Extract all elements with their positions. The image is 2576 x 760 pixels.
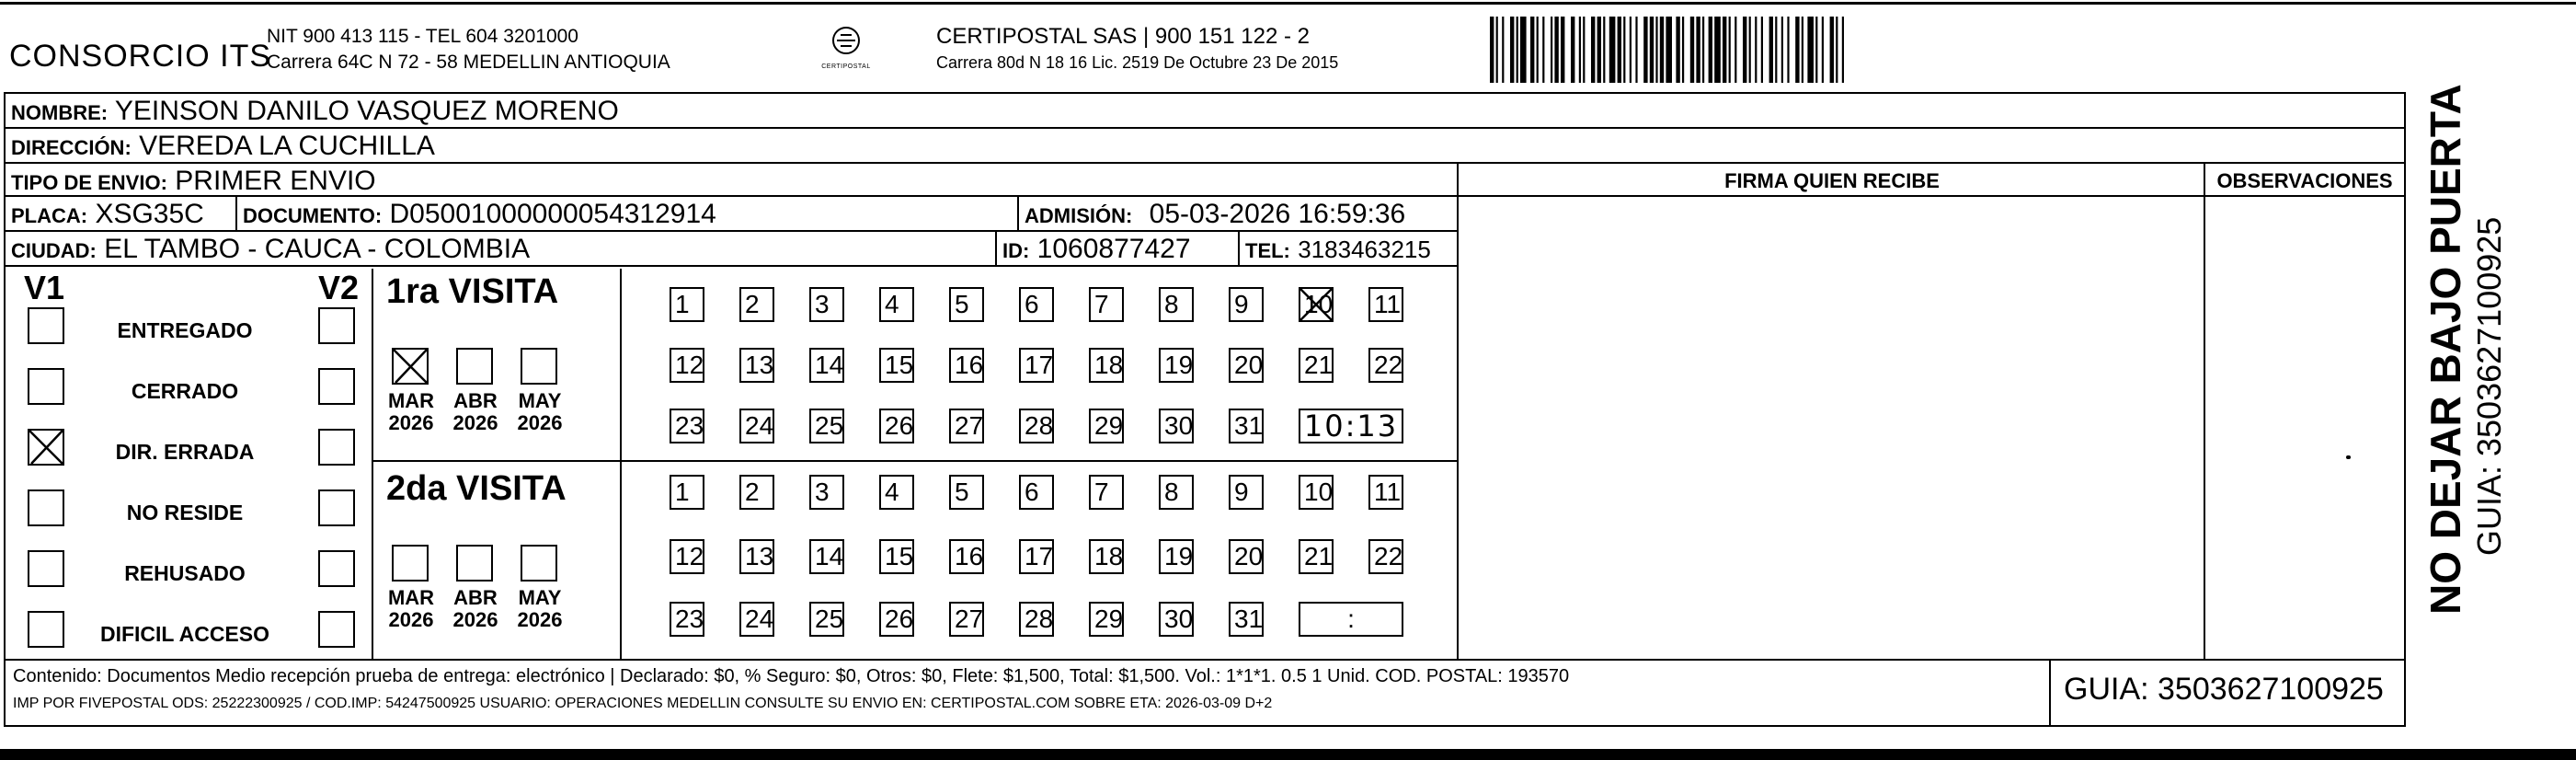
day-box[interactable]: 30	[1159, 409, 1194, 443]
day-box[interactable]: 12	[670, 539, 704, 574]
day-box[interactable]: 15	[879, 539, 914, 574]
month-label: MAR	[387, 586, 435, 609]
day-box[interactable]: 11	[1368, 475, 1403, 510]
documento-label: DOCUMENTO:	[243, 204, 383, 227]
side-warning: NO DEJAR BAJO PUERTA	[2421, 84, 2469, 615]
time-field[interactable]: :	[1299, 602, 1403, 637]
ciudad-value: EL TAMBO - CAUCA - COLOMBIA	[104, 234, 531, 264]
day-box[interactable]: 4	[879, 475, 914, 510]
visit1-title: 1ra VISITA	[386, 272, 559, 311]
status-v1-checkbox[interactable]	[28, 429, 64, 466]
visit2-days	[622, 462, 1457, 659]
month-label: ABR	[453, 389, 498, 412]
day-box[interactable]: 25	[809, 409, 844, 443]
status-v1-checkbox[interactable]	[28, 307, 64, 344]
placa-label: PLACA:	[11, 204, 88, 227]
day-box[interactable]: 1	[670, 287, 704, 322]
visit1-days	[622, 269, 1457, 462]
day-box[interactable]: 16	[949, 348, 984, 383]
side-guia: GUIA: 3503627100925	[2470, 216, 2508, 556]
month-year: 2026	[517, 608, 563, 631]
tipo-label: TIPO DE ENVIO:	[11, 171, 167, 194]
day-box[interactable]: 15	[879, 348, 914, 383]
nombre-label: NOMBRE:	[11, 101, 109, 124]
day-box[interactable]: 21	[1299, 348, 1334, 383]
observaciones-header: OBSERVACIONES	[2216, 169, 2393, 192]
status-v2-checkbox[interactable]	[318, 489, 355, 526]
month-year: 2026	[517, 411, 563, 434]
footer-guia: GUIA: 3503627100925	[2064, 672, 2384, 707]
status-label: REHUSADO	[124, 561, 246, 585]
status-v2-checkbox[interactable]	[318, 550, 355, 587]
day-box[interactable]: 25	[809, 602, 844, 637]
day-box[interactable]: 8	[1159, 287, 1194, 322]
month-year: 2026	[388, 411, 434, 434]
status-v1-checkbox[interactable]	[28, 489, 64, 526]
placa-value: XSG35C	[95, 199, 204, 229]
company-info	[267, 24, 670, 75]
certipostal-logo	[809, 24, 883, 70]
top-rule	[0, 2, 2576, 5]
tel-value: 3183463215	[1298, 236, 1431, 263]
cp-line2: Carrera 80d N 18 16 Lic. 2519 De Octubre 23 De 2015	[936, 53, 1339, 72]
day-box[interactable]: 27	[949, 409, 984, 443]
day-box[interactable]: 9	[1229, 475, 1264, 510]
id-value: 1060877427	[1036, 234, 1191, 264]
direccion-value: VEREDA LA CUCHILLA	[139, 131, 435, 161]
day-box[interactable]: 21	[1299, 539, 1334, 574]
placa-row	[6, 197, 1459, 232]
day-box[interactable]: 5	[949, 475, 984, 510]
footer-line2: IMP POR FIVEPOSTAL ODS: 25222300925 / COD.IMP: 54247500925 USUARIO: OPERACIONES MEDELLIN CONSULTE SU ENVIO EN: CERTIPOSTAL.COM SOBRE ETA: 2026-03-09 D+2	[13, 696, 1273, 711]
admision-value: 05-03-2026 16:59:36	[1149, 199, 1406, 229]
status-label: NO RESIDE	[126, 501, 244, 524]
day-box[interactable]: 8	[1159, 475, 1194, 510]
status-v2-checkbox[interactable]	[318, 368, 355, 405]
month-checkbox[interactable]	[456, 545, 493, 582]
tipo-row	[6, 164, 2404, 197]
nombre-value: YEINSON DANILO VASQUEZ MORENO	[114, 96, 619, 126]
company-name: CONSORCIO ITS	[9, 39, 272, 74]
day-box[interactable]: 17	[1019, 348, 1054, 383]
day-box[interactable]: 1	[670, 475, 704, 510]
v1-header: V1	[24, 269, 65, 306]
day-box[interactable]: 18	[1089, 539, 1124, 574]
status-v1-checkbox[interactable]	[28, 550, 64, 587]
status-label: DIR. ERRADA	[115, 440, 255, 464]
day-box[interactable]: 9	[1229, 287, 1264, 322]
day-box[interactable]: 20	[1229, 348, 1264, 383]
day-box[interactable]: 7	[1089, 287, 1124, 322]
day-box[interactable]: 13	[739, 539, 774, 574]
month-label: MAY	[518, 586, 562, 609]
day-box[interactable]: 12	[670, 348, 704, 383]
id-label: ID:	[1002, 239, 1030, 262]
address-line: Carrera 64C N 72 - 58 MEDELLIN ANTIOQUIA	[267, 52, 670, 73]
day-box[interactable]: 28	[1019, 602, 1054, 637]
day-box[interactable]: 22	[1368, 539, 1403, 574]
day-box[interactable]: 20	[1229, 539, 1264, 574]
day-box[interactable]: 14	[809, 539, 844, 574]
status-v2-checkbox[interactable]	[318, 611, 355, 648]
status-v1-checkbox[interactable]	[28, 611, 64, 648]
firma-header: FIRMA QUIEN RECIBE	[1724, 169, 1940, 192]
month-checkbox[interactable]	[456, 348, 493, 385]
delivery-form	[4, 92, 2406, 727]
status-label: DIFICIL ACCESO	[99, 622, 269, 646]
day-box[interactable]: 3	[809, 475, 844, 510]
barcode	[1490, 17, 2226, 83]
status-v2-checkbox[interactable]	[318, 307, 355, 344]
month-checkbox[interactable]	[521, 545, 557, 582]
day-box[interactable]: 26	[879, 602, 914, 637]
day-box[interactable]: 5	[949, 287, 984, 322]
day-box[interactable]: 13	[739, 348, 774, 383]
day-box[interactable]: 29	[1089, 409, 1124, 443]
day-box[interactable]: 24	[739, 602, 774, 637]
month-year: 2026	[452, 411, 498, 434]
time-field[interactable]: 10:13	[1299, 409, 1403, 443]
day-box[interactable]: 14	[809, 348, 844, 383]
direccion-label: DIRECCIÓN:	[11, 136, 132, 159]
day-box[interactable]: 27	[949, 602, 984, 637]
visit1-months	[373, 269, 622, 462]
month-label: MAR	[387, 389, 435, 412]
day-box[interactable]: 31	[1229, 602, 1264, 637]
day-box[interactable]: 2	[739, 475, 774, 510]
day-box[interactable]: 17	[1019, 539, 1054, 574]
day-box[interactable]: 6	[1019, 287, 1054, 322]
nombre-row	[6, 94, 2404, 129]
certipostal-info	[936, 24, 1338, 75]
observaciones-left-border	[2204, 164, 2205, 659]
day-box[interactable]: 19	[1159, 348, 1194, 383]
month-checkbox[interactable]	[392, 545, 429, 582]
visit2-title: 2da VISITA	[386, 469, 567, 508]
day-box[interactable]: 7	[1089, 475, 1124, 510]
day-box[interactable]: 29	[1089, 602, 1124, 637]
day-box[interactable]: 11	[1368, 287, 1403, 322]
status-label: CERRADO	[131, 379, 239, 403]
day-box[interactable]: 3	[809, 287, 844, 322]
admision-label: ADMISIÓN:	[1025, 204, 1133, 227]
day-box[interactable]: 23	[670, 409, 704, 443]
day-box[interactable]: 31	[1229, 409, 1264, 443]
month-x-mark	[390, 346, 430, 386]
v2-header: V2	[318, 269, 360, 306]
status-v1-checkbox[interactable]	[28, 368, 64, 405]
status-label: ENTREGADO	[117, 318, 253, 342]
day-box[interactable]: 2	[739, 287, 774, 322]
month-checkbox[interactable]	[392, 348, 429, 385]
tel-label: TEL:	[1245, 239, 1290, 262]
day-box[interactable]: 4	[879, 287, 914, 322]
logo-text: CERTIPOSTAL	[821, 63, 871, 70]
day-box[interactable]: 6	[1019, 475, 1054, 510]
cp-line1: CERTIPOSTAL SAS | 900 151 122 - 2	[936, 24, 1310, 49]
status-v2-checkbox[interactable]	[318, 429, 355, 466]
ciudad-label: CIUDAD:	[11, 239, 97, 262]
day-box[interactable]: 30	[1159, 602, 1194, 637]
direccion-row	[6, 129, 2404, 164]
firma-left-border	[1457, 164, 1459, 659]
day-box[interactable]: 18	[1089, 348, 1124, 383]
day-box[interactable]: 19	[1159, 539, 1194, 574]
visit2-months	[373, 462, 622, 659]
month-label: ABR	[453, 586, 498, 609]
day-box[interactable]: 16	[949, 539, 984, 574]
status-x-mark	[26, 427, 66, 467]
tipo-value: PRIMER ENVIO	[175, 166, 376, 196]
month-label: MAY	[518, 389, 562, 412]
month-year: 2026	[452, 608, 498, 631]
ciudad-row	[6, 232, 1459, 267]
ink-dot	[2346, 455, 2351, 459]
nit-line: NIT 900 413 115 - TEL 604 3201000	[267, 26, 578, 47]
day-box[interactable]: 23	[670, 602, 704, 637]
footer-line1: Contenido: Documentos Medio recepción prueba de entrega: electrónico | Declarado: $0, % Seguro: $0, Otros: $0, Flete: $1,500, Total: $1,500. Vol.: 1*1*1. 0.5 1 Unid. COD. POSTAL: 193570	[13, 666, 1570, 686]
day-box[interactable]: 10	[1299, 287, 1334, 322]
guia-box-border	[2049, 659, 2051, 725]
day-box[interactable]: 28	[1019, 409, 1054, 443]
month-checkbox[interactable]	[521, 348, 557, 385]
status-section	[6, 269, 373, 659]
footer-rule	[6, 659, 2404, 661]
documento-value: D05001000000054312914	[389, 199, 716, 229]
month-year: 2026	[388, 608, 434, 631]
day-box[interactable]: 10	[1299, 475, 1334, 510]
bottom-rule	[0, 749, 2576, 760]
day-box[interactable]: 22	[1368, 348, 1403, 383]
day-x-mark	[1298, 286, 1334, 323]
day-box[interactable]: 24	[739, 409, 774, 443]
day-box[interactable]: 26	[879, 409, 914, 443]
